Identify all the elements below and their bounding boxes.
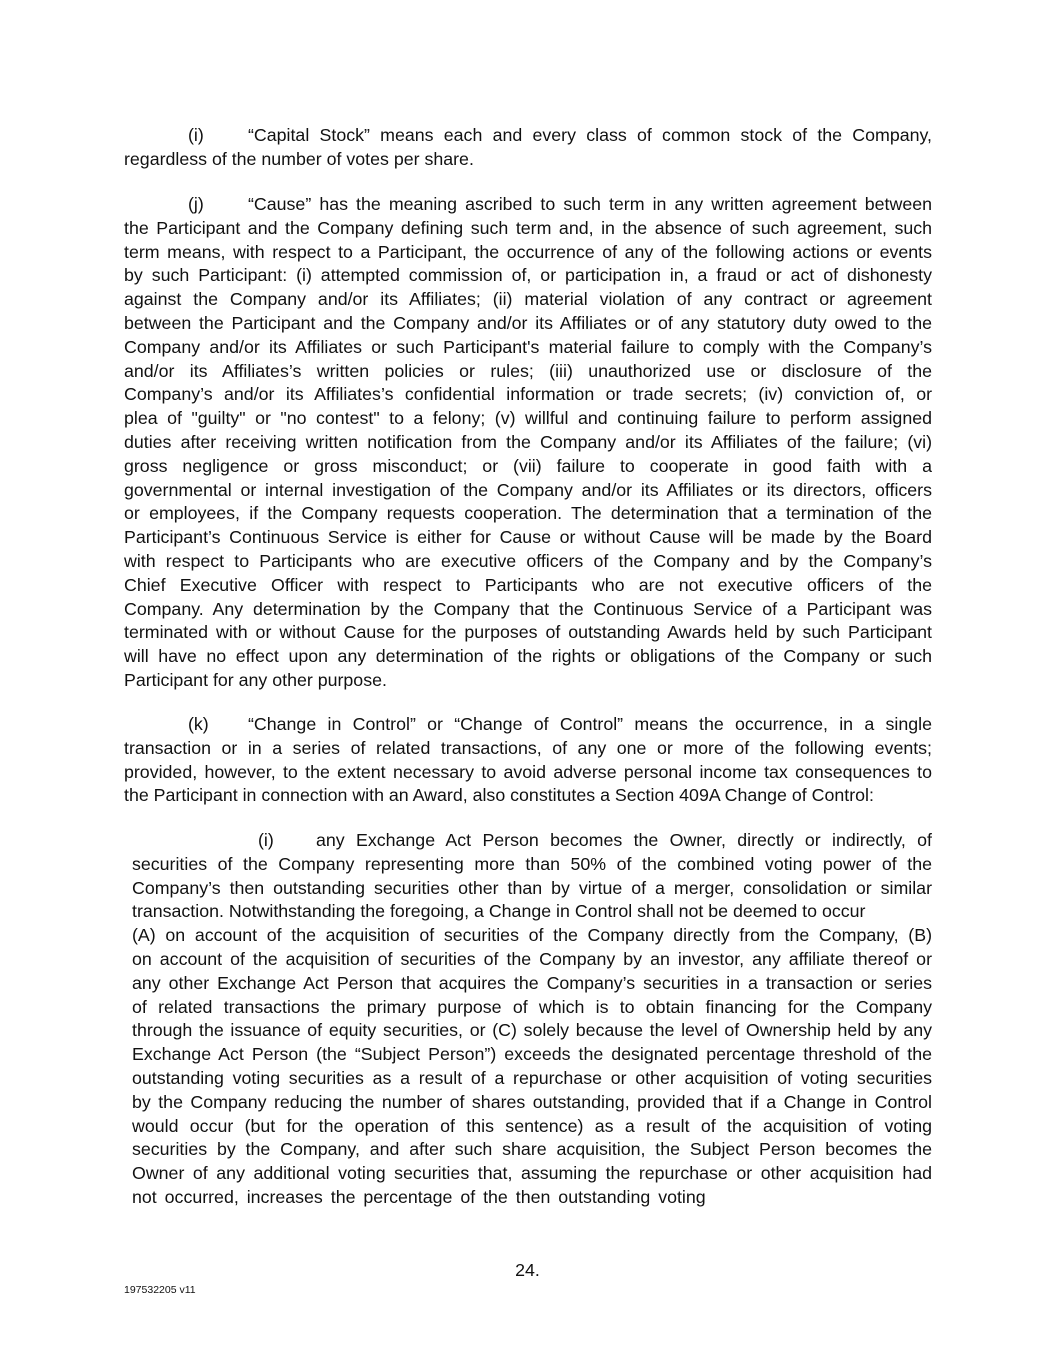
paragraph-line: with respect to Participants who are executive officers of the Company and by the Company’s (124, 550, 932, 571)
paragraph-line: not occurred, increases the percentage of the then outstanding voting (132, 1186, 706, 1207)
paragraph-line: by the Company reducing the number of shares outstanding, provided that if a Change in Control (132, 1091, 932, 1112)
paragraph-first-line (124, 713, 932, 737)
paragraph-line: (A) on account of the acquisition of securities of the Company directly from the Company, (B) (132, 925, 932, 946)
paragraph-label: (k) (188, 714, 209, 734)
paragraph-line: Company. Any determination by the Company that the Continuous Service of a Participant was (124, 598, 932, 619)
paragraph-line: Participant’s Continuous Service is either for Cause or without Cause will be made by the Board (124, 527, 932, 548)
paragraph-line-text: any Exchange Act Person becomes the Owner, directly or indirectly, of (316, 830, 932, 850)
paragraph-line: of related transactions the primary purpose of which is to obtain financing for the Company (132, 996, 932, 1017)
paragraph-line: on account of the acquisition of securities of the Company by an investor, any affiliate thereof or (132, 948, 932, 969)
page-number: 24. (515, 1260, 540, 1280)
paragraph-line: or employees, if the Company requests cooperation. The determination that a termination of the (124, 503, 932, 524)
paragraph-line: and/or its Affiliates’s written policies or rules; (iii) unauthorized use or disclosure of the (124, 360, 932, 381)
paragraph-first-line (124, 124, 932, 148)
paragraph-line: outstanding voting securities as a result of a repurchase or other acquisition of voting securities (132, 1067, 932, 1088)
paragraph-line: gross negligence or gross misconduct; or (vii) failure to cooperate in good faith with a (124, 455, 932, 476)
paragraph-cause (124, 193, 932, 693)
paragraph-line: by such Participant: (i) attempted commission of, or participation in, a fraud or act of dishonesty (124, 265, 932, 286)
paragraph-line-text: “Cause” has the meaning ascribed to such term in any written agreement between (248, 194, 932, 214)
paragraph-line: duties after receiving written notification from the Company and/or its Affiliates of the failure; (vi) (124, 431, 932, 452)
paragraph-line: will have no effect upon any determination of the rights or obligations of the Company or such (124, 646, 932, 667)
paragraph-line-text: “Change in Control” or “Change of Control” means the occurrence, in a single (248, 714, 932, 734)
paragraph-line: any other Exchange Act Person that acquires the Company’s securities in a transaction or series (132, 972, 932, 993)
paragraph-line: plea of "guilty" or "no contest" to a felony; (v) willful and continuing failure to perform assigned (124, 408, 932, 429)
paragraph-line: term means, with respect to a Participant, the occurrence of any of the following actions or events (124, 241, 932, 262)
paragraph-line: would occur (but for the operation of this sentence) as a result of the acquisition of voting (132, 1115, 932, 1136)
paragraph-first-line (132, 829, 932, 853)
paragraph-line: terminated with or without Cause for the purposes of outstanding Awards held by such Participant (124, 622, 932, 643)
paragraph-line: provided, however, to the extent necessary to avoid adverse personal income tax consequences to (124, 761, 932, 782)
paragraph-line: through the issuance of equity securities, or (C) solely because the level of Ownership held by any (132, 1020, 932, 1041)
paragraph-line: governmental or internal investigation of the Company and/or its Affiliates or its directors, officers (124, 479, 932, 500)
paragraph-label: (i) (188, 125, 204, 145)
paragraph-label: (j) (188, 194, 204, 214)
paragraph-line: transaction. Notwithstanding the foregoing, a Change in Control shall not be deemed to occur (132, 901, 866, 922)
paragraph-line: transaction or in a series of related transactions, of any one or more of the following events; (124, 737, 932, 758)
paragraph-line: Participant for any other purpose. (124, 669, 387, 690)
paragraph-line: between the Participant and the Company and/or its Affiliates or of any statutory duty owed to the (124, 312, 932, 333)
paragraph-line: Company and/or its Affiliates or such Participant's material failure to comply with the Company’s (124, 336, 932, 357)
paragraph-line: Company’s then outstanding securities other than by virtue of a merger, consolidation or similar (132, 877, 932, 898)
paragraph-line: Company’s and/or its Affiliates’s confidential information or trade secrets; (iv) conviction of, or (124, 384, 932, 405)
paragraph-line: Chief Executive Officer with respect to Participants who are not executive officers of the (124, 574, 932, 595)
paragraph-line: regardless of the number of votes per share. (124, 148, 474, 169)
paragraph-line: Exchange Act Person (the “Subject Person”) exceeds the designated percentage threshold of the (132, 1044, 932, 1065)
paragraph-line: Owner of any additional voting securities that, assuming the repurchase or other acquisition had (132, 1163, 932, 1184)
paragraph-line: the Participant and the Company defining such term and, in the absence of such agreement, such (124, 217, 932, 238)
subparagraph-exchange-act-person (132, 829, 932, 1210)
paragraph-line-text: “Capital Stock” means each and every class of common stock of the Company, (248, 125, 932, 145)
paragraph-line: securities by the Company, and after such share acquisition, the Subject Person becomes the (132, 1139, 932, 1160)
paragraph-line: securities of the Company representing more than 50% of the combined voting power of the (132, 853, 932, 874)
paragraph-first-line (124, 193, 932, 217)
paragraph-line: the Participant in connection with an Award, also constitutes a Section 409A Change of Control: (124, 785, 874, 806)
paragraph-capital-stock (124, 124, 932, 172)
paragraph-label: (i) (258, 830, 274, 850)
paragraph-change-in-control (124, 713, 932, 808)
document-id: 197532205 v11 (124, 1284, 196, 1296)
paragraph-line: against the Company and/or its Affiliates; (ii) material violation of any contract or agreement (124, 289, 932, 310)
